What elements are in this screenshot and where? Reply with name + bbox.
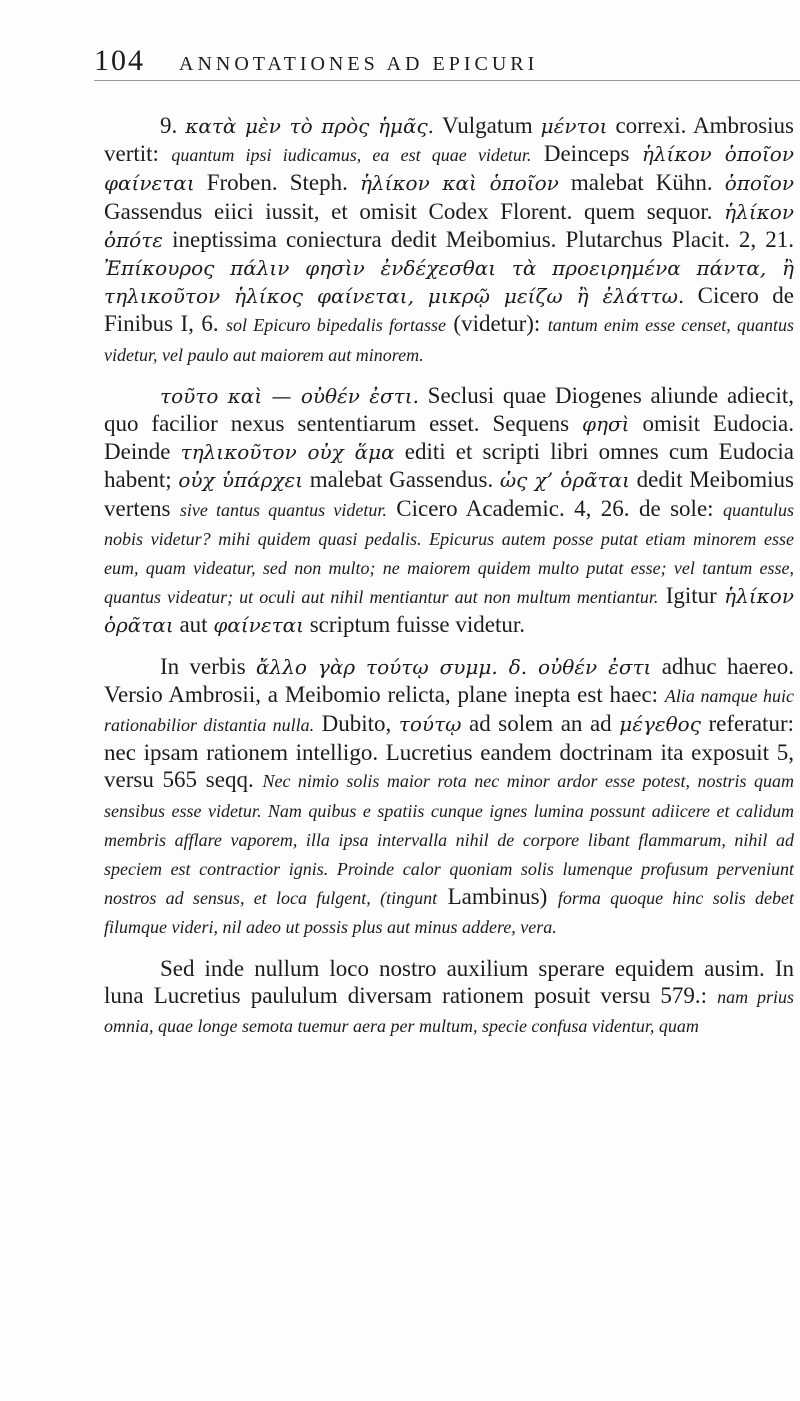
greek-text: ἄλλο γὰρ τούτῳ συμμ. δ. οὐθέν ἐστι	[256, 654, 652, 679]
greek-text: ἡλίκον καὶ ὁποῖον	[359, 171, 559, 196]
paragraph-2	[104, 382, 794, 640]
roman-text: Sed inde nullum loco nostro auxilium sperare equidem ausim. In luna Lucretius paululum diversam rationem posuit versu 579.:	[104, 955, 794, 1008]
italic-text: Alia namque huic rationabilior distantia nulla.	[104, 685, 794, 736]
greek-text: μέγεθος	[619, 712, 701, 737]
greek-text: οὐχ ὑπάρχει	[178, 468, 304, 493]
roman-text: Cicero Academic. 4, 26. de sole:	[386, 495, 723, 521]
roman-text: (videtur):	[445, 311, 548, 337]
roman-text: Dubito,	[314, 711, 399, 737]
paragraph-3	[104, 653, 794, 942]
roman-text: malebat Gassendus.	[303, 467, 500, 493]
roman-text: Vulgatum	[434, 113, 541, 138]
greek-text: ἡλίκον ὁποῖον φαίνεται	[104, 142, 795, 196]
roman-text: Seclusi quae Diogenes aliunde adiecit, quo facilior nexus sententiarum esset. Sequens	[104, 382, 795, 437]
roman-text: Deinceps	[531, 141, 642, 167]
roman-text: 9.	[160, 113, 186, 138]
paragraph-4	[104, 955, 794, 1041]
greek-text: ἡλίκον ὁπότε	[104, 199, 794, 252]
annotation-text	[104, 112, 794, 1040]
roman-text: Froben. Steph.	[194, 170, 360, 196]
greek-text: τηλικοῦτον οὐχ ἅμα	[180, 440, 395, 465]
header-rule	[94, 80, 800, 81]
greek-text: κατὰ μὲν τὸ πρὸς ἡμᾶς.	[185, 114, 435, 138]
greek-text: τοῦτο καὶ — οὐθέν ἐστι.	[160, 383, 419, 408]
greek-text: ὡς χ’ ὁρᾶται	[499, 468, 630, 493]
roman-text: Lambinus)	[437, 884, 558, 910]
roman-text: ad solem an ad	[461, 711, 620, 737]
greek-text: μέντοι	[540, 114, 608, 138]
italic-text: sol Epicuro bipedalis fortasse	[226, 315, 446, 336]
paragraph-1	[104, 112, 794, 369]
roman-text: Gassendus eiici iussit, et omisit Codex Florent. quem sequor.	[104, 198, 725, 224]
italic-text: quantum ipsi iudicamus, ea est quae videtur.	[171, 145, 532, 166]
italic-text: sive tantus quantus videtur.	[179, 499, 387, 520]
italic-text: forma quoque hinc solis debet filumque videri, nil adeo ut possis plus aut minus addere, vera.	[104, 888, 794, 938]
roman-text: correxi. Ambrosius vertit:	[104, 113, 795, 167]
running-head	[94, 44, 800, 78]
italic-text: nam prius omnia, quae longe semota tuemur aera per multum, specie confusa videntur, quam	[104, 986, 794, 1037]
roman-text: ineptissima coniectura dedit Meibomius. Plutarchus Placit. 2, 21.	[163, 226, 794, 252]
roman-text: malebat Kühn.	[558, 170, 725, 196]
roman-text: referatur: nec ipsam rationem intelligo. Lucretius eandem doctrinam ita exposuit 5, versu 565 seqq.	[104, 711, 795, 793]
roman-text: In verbis	[160, 653, 257, 679]
roman-text: Igitur	[658, 583, 725, 609]
italic-text: tantum enim esse censet, quantus videtur, vel paulo aut maiorem aut minorem.	[104, 315, 794, 365]
greek-text: ὁποῖον	[724, 171, 794, 196]
running-title: ANNOTATIONES AD EPICURI	[179, 53, 539, 75]
roman-text: aut	[173, 612, 214, 638]
roman-text: adhuc haereo. Versio Ambrosii, a Meibomio relicta, plane inepta est haec:	[104, 653, 794, 707]
roman-text: omisit Eudocia. Deinde	[104, 411, 795, 465]
page-number: 104	[94, 44, 145, 77]
greek-text: Ἐπίκουρος πάλιν φησὶν ἐνδέχεσθαι τὰ προειρημένα πάντα, ἢ τηλικοῦτον ἡλίκος φαίνεται, μικρῷ μείζω ἢ ἐλάττω.	[104, 256, 794, 309]
greek-text: τούτῳ	[398, 712, 462, 737]
greek-text: φαίνεται	[213, 613, 304, 638]
italic-text: Nec nimio solis maior rota nec minor ardor esse potest, nostris quam sensibus esse videtur. Nam quibus e spatiis cunque ignes lumina possunt adiicere et calidum membris afflare vaporem, illa ipsa intervalla nihil de corpore libant flammarum, nihil ad speciem est contractior ignis. Proinde calor quoniam solis lumenque profusum perveniunt nostros ad sensus, et loca fulgent, (tingunt	[104, 771, 794, 909]
greek-text: ἡλίκον ὁρᾶται	[104, 584, 794, 638]
greek-text: φησὶ	[582, 412, 630, 437]
roman-text: editi et scripti libri omnes cum Eudocia habent;	[104, 439, 794, 493]
roman-text: Cicero de Finibus I, 6.	[104, 283, 795, 337]
roman-text: dedit Meibomius vertens	[104, 467, 794, 521]
italic-text: quantulus nobis videtur? mihi quidem quasi pedalis. Epicurus autem posse putat etiam minorem esse eum, quam videatur, sed non multo; ne maiorem quidem multo putat esse; vel tantum esse, quantus videatur; ut oculi aut nihil mentiantur aut non multum mentiantur.	[104, 499, 794, 608]
roman-text: scriptum fuisse videtur.	[303, 612, 526, 638]
